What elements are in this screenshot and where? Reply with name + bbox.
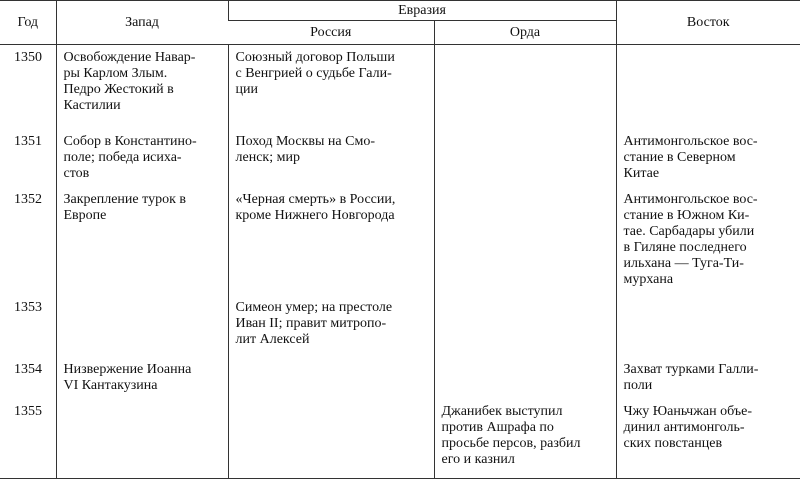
header-year: Год [0, 1, 56, 45]
year-cell [0, 129, 56, 187]
west-cell [56, 399, 228, 479]
east-cell [616, 45, 800, 129]
horde-cell [434, 129, 616, 187]
year-cell [0, 45, 56, 129]
year-text: 1354 [14, 361, 42, 377]
west-text: Освобождение Навар- ры Карлом Злым. Педро Жестокий в Кастилии [63, 50, 196, 113]
east-cell [616, 399, 800, 479]
table-row [0, 295, 800, 357]
east-cell [616, 129, 800, 187]
russia-text: «Черная смерть» в России, кроме Нижнего Новгорода [235, 191, 396, 223]
west-text: Закрепление турок в Европе [63, 191, 186, 223]
horde-cell [434, 399, 616, 479]
year-cell [0, 357, 56, 399]
header-eurasia: Евразия [228, 1, 616, 21]
west-cell [56, 295, 228, 357]
year-text: 1352 [14, 191, 42, 207]
russia-text: Союзный договор Польши с Венгрией о судьбе Гали- ции [235, 50, 395, 97]
header-horde: Орда [434, 21, 616, 45]
russia-cell [228, 187, 434, 295]
russia-cell [228, 129, 434, 187]
east-cell [616, 295, 800, 357]
west-cell [56, 45, 228, 129]
russia-cell [228, 357, 434, 399]
horde-cell [434, 187, 616, 295]
horde-cell [434, 357, 616, 399]
west-cell [56, 357, 228, 399]
russia-text: Симеон умер; на престоле Иван II; правит митропо- лит Алексей [235, 299, 393, 347]
west-cell [56, 187, 228, 295]
table-row [0, 357, 800, 399]
russia-cell [228, 399, 434, 479]
russia-cell [228, 295, 434, 357]
table-row [0, 129, 800, 187]
year-cell [0, 295, 56, 357]
west-text: Собор в Константино- поле; победа исиха- стов [63, 133, 197, 181]
year-text: 1351 [14, 133, 42, 149]
year-text: 1353 [14, 299, 42, 315]
table-row [0, 399, 800, 479]
east-text: Антимонгольское вос- стание в Северном Китае [623, 133, 758, 181]
west-text: Низвержение Иоанна VI Кантакузина [63, 361, 192, 393]
horde-cell [434, 45, 616, 129]
russia-cell [228, 45, 434, 129]
table-row [0, 45, 800, 129]
east-cell [616, 357, 800, 399]
year-cell [0, 399, 56, 479]
east-text: Антимонгольское вос- стание в Южном Ки- тае. Сарбадары убили в Гиляне последнего ильхана — Туга-Ти- мурхана [623, 191, 758, 287]
east-text: Чжу Юаньчжан объе- динил антимонголь- ских повстанцев [623, 403, 752, 451]
year-text: 1350 [14, 50, 42, 65]
year-cell [0, 187, 56, 295]
header-row [0, 1, 800, 21]
horde-text: Джанибек выступил против Ашрафа по просьбе персов, разбил его и казнил [441, 403, 581, 467]
west-cell [56, 129, 228, 187]
east-text: Захват турками Галли- поли [623, 361, 759, 393]
header-east: Восток [616, 1, 800, 45]
header-russia: Россия [228, 21, 434, 45]
horde-cell [434, 295, 616, 357]
east-cell [616, 187, 800, 295]
russia-text: Поход Москвы на Смо- ленск; мир [235, 133, 375, 165]
header-west: Запад [56, 1, 228, 45]
table-row [0, 187, 800, 295]
year-text: 1355 [14, 403, 42, 419]
